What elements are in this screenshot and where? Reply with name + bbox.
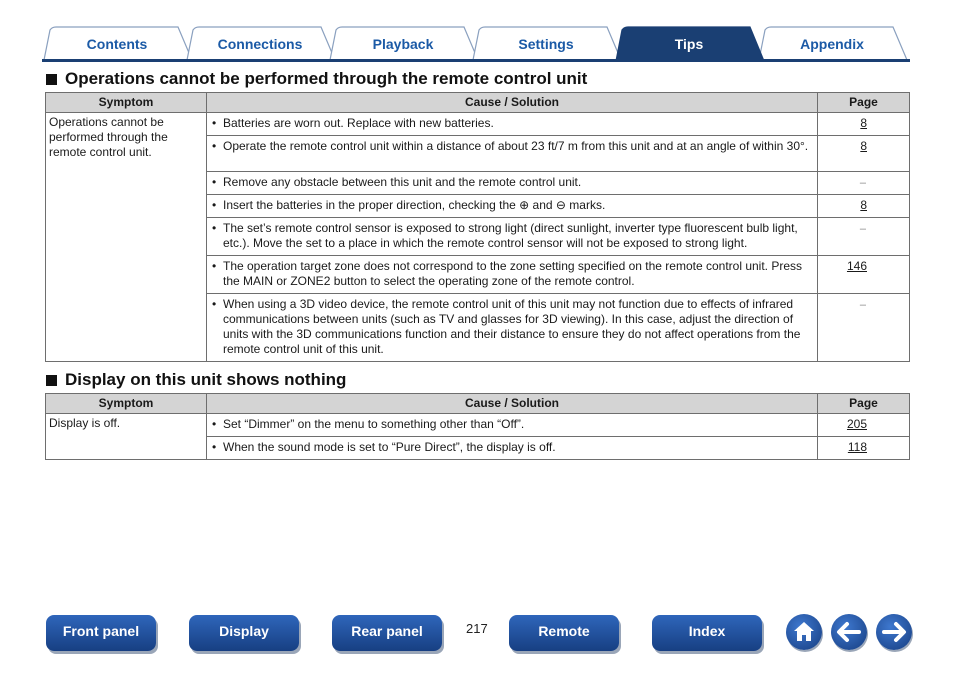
cause-cell: • The operation target zone does not correspond to the zone setting specified on the remote control unit. Press the MAIN or ZONE2 button to select the operating zone of the remote control. bbox=[207, 256, 818, 294]
header-symptom: Symptom bbox=[46, 93, 207, 113]
page-cell bbox=[818, 414, 910, 437]
tab-underline bbox=[42, 59, 910, 62]
page-link[interactable]: 146 bbox=[846, 259, 867, 273]
page-cell bbox=[818, 294, 910, 362]
page-cell bbox=[818, 136, 910, 172]
page-link[interactable]: 118 bbox=[847, 440, 867, 454]
page-cell bbox=[818, 437, 910, 460]
section-title-remote bbox=[46, 69, 587, 89]
cause-cell: • Batteries are worn out. Replace with new batteries. bbox=[207, 113, 818, 136]
cause-cell: • The set’s remote control sensor is exposed to strong light (direct sunlight, inverter type fluorescent bulb light, etc.). Move the set to a place in which the remote control sensor will not be exposed to strong light. bbox=[207, 218, 818, 256]
header-page: Page bbox=[818, 93, 910, 113]
tab-settings[interactable]: Settings bbox=[518, 36, 574, 52]
index-button[interactable]: Index bbox=[652, 615, 762, 651]
tab-appendix[interactable]: Appendix bbox=[800, 36, 864, 52]
tab-tips[interactable]: Tips bbox=[674, 36, 704, 52]
page-dash: – bbox=[859, 177, 866, 189]
back-button[interactable] bbox=[831, 614, 867, 650]
tab-contents[interactable]: Contents bbox=[86, 36, 148, 52]
home-icon bbox=[786, 614, 822, 650]
section-bullet-icon bbox=[46, 74, 57, 85]
header-cause: Cause / Solution bbox=[207, 394, 818, 414]
page-link[interactable]: 8 bbox=[860, 116, 867, 130]
section-bullet-icon bbox=[46, 375, 57, 386]
cause-cell: • Operate the remote control unit within a distance of about 23 ft/7 m from this unit and at an angle of within 30°. bbox=[207, 136, 818, 172]
display-button[interactable]: Display bbox=[189, 615, 299, 651]
table-row bbox=[46, 414, 910, 437]
section-title-display bbox=[46, 370, 346, 390]
top-tab-bar bbox=[42, 26, 910, 62]
arrow-left-icon bbox=[831, 614, 867, 650]
table-header-row bbox=[46, 394, 910, 414]
page-cell bbox=[818, 218, 910, 256]
tab-playback[interactable]: Playback bbox=[372, 36, 434, 52]
forward-button[interactable] bbox=[876, 614, 912, 650]
home-button[interactable] bbox=[786, 614, 822, 650]
front-panel-button[interactable]: Front panel bbox=[46, 615, 156, 651]
cause-cell: • When using a 3D video device, the remote control unit of this unit may not function due to effects of infrared communications between units (such as TV and glasses for 3D viewing). In this case, adjust the direction of units with the 3D communications function and their distance to ensure they do not affect operations from the remote control unit of this unit. bbox=[207, 294, 818, 362]
cause-cell: • When the sound mode is set to “Pure Direct”, the display is off. bbox=[207, 437, 818, 460]
page-cell bbox=[818, 256, 910, 294]
cause-cell: • Remove any obstacle between this unit and the remote control unit. bbox=[207, 172, 818, 195]
remote-trouble-table bbox=[45, 92, 910, 362]
cause-cell: • Set “Dimmer” on the menu to something other than “Off”. bbox=[207, 414, 818, 437]
page-link[interactable]: 8 bbox=[860, 198, 867, 212]
page-cell bbox=[818, 113, 910, 136]
cause-cell: • Insert the batteries in the proper direction, checking the ⊕ and ⊖ marks. bbox=[207, 195, 818, 218]
remote-button[interactable]: Remote bbox=[509, 615, 619, 651]
section-title-text: Display on this unit shows nothing bbox=[65, 370, 347, 389]
symptom-cell: Display is off. bbox=[46, 414, 207, 460]
symptom-cell: Operations cannot be performed through the remote control unit. bbox=[46, 113, 207, 362]
page-link[interactable]: 205 bbox=[846, 417, 867, 431]
page-dash: – bbox=[859, 223, 866, 235]
header-page: Page bbox=[818, 394, 910, 414]
page-link[interactable]: 8 bbox=[860, 139, 867, 153]
page-cell bbox=[818, 172, 910, 195]
table-header-row bbox=[46, 93, 910, 113]
page-dash: – bbox=[859, 299, 866, 311]
arrow-right-icon bbox=[876, 614, 912, 650]
rear-panel-button[interactable]: Rear panel bbox=[332, 615, 442, 651]
display-trouble-table bbox=[45, 393, 910, 460]
page-number: 217 bbox=[466, 621, 488, 636]
page-cell bbox=[818, 195, 910, 218]
header-symptom: Symptom bbox=[46, 394, 207, 414]
table-row bbox=[46, 113, 910, 136]
header-cause: Cause / Solution bbox=[207, 93, 818, 113]
tab-connections[interactable]: Connections bbox=[217, 36, 303, 52]
section-title-text: Operations cannot be performed through the remote control unit bbox=[65, 69, 588, 88]
